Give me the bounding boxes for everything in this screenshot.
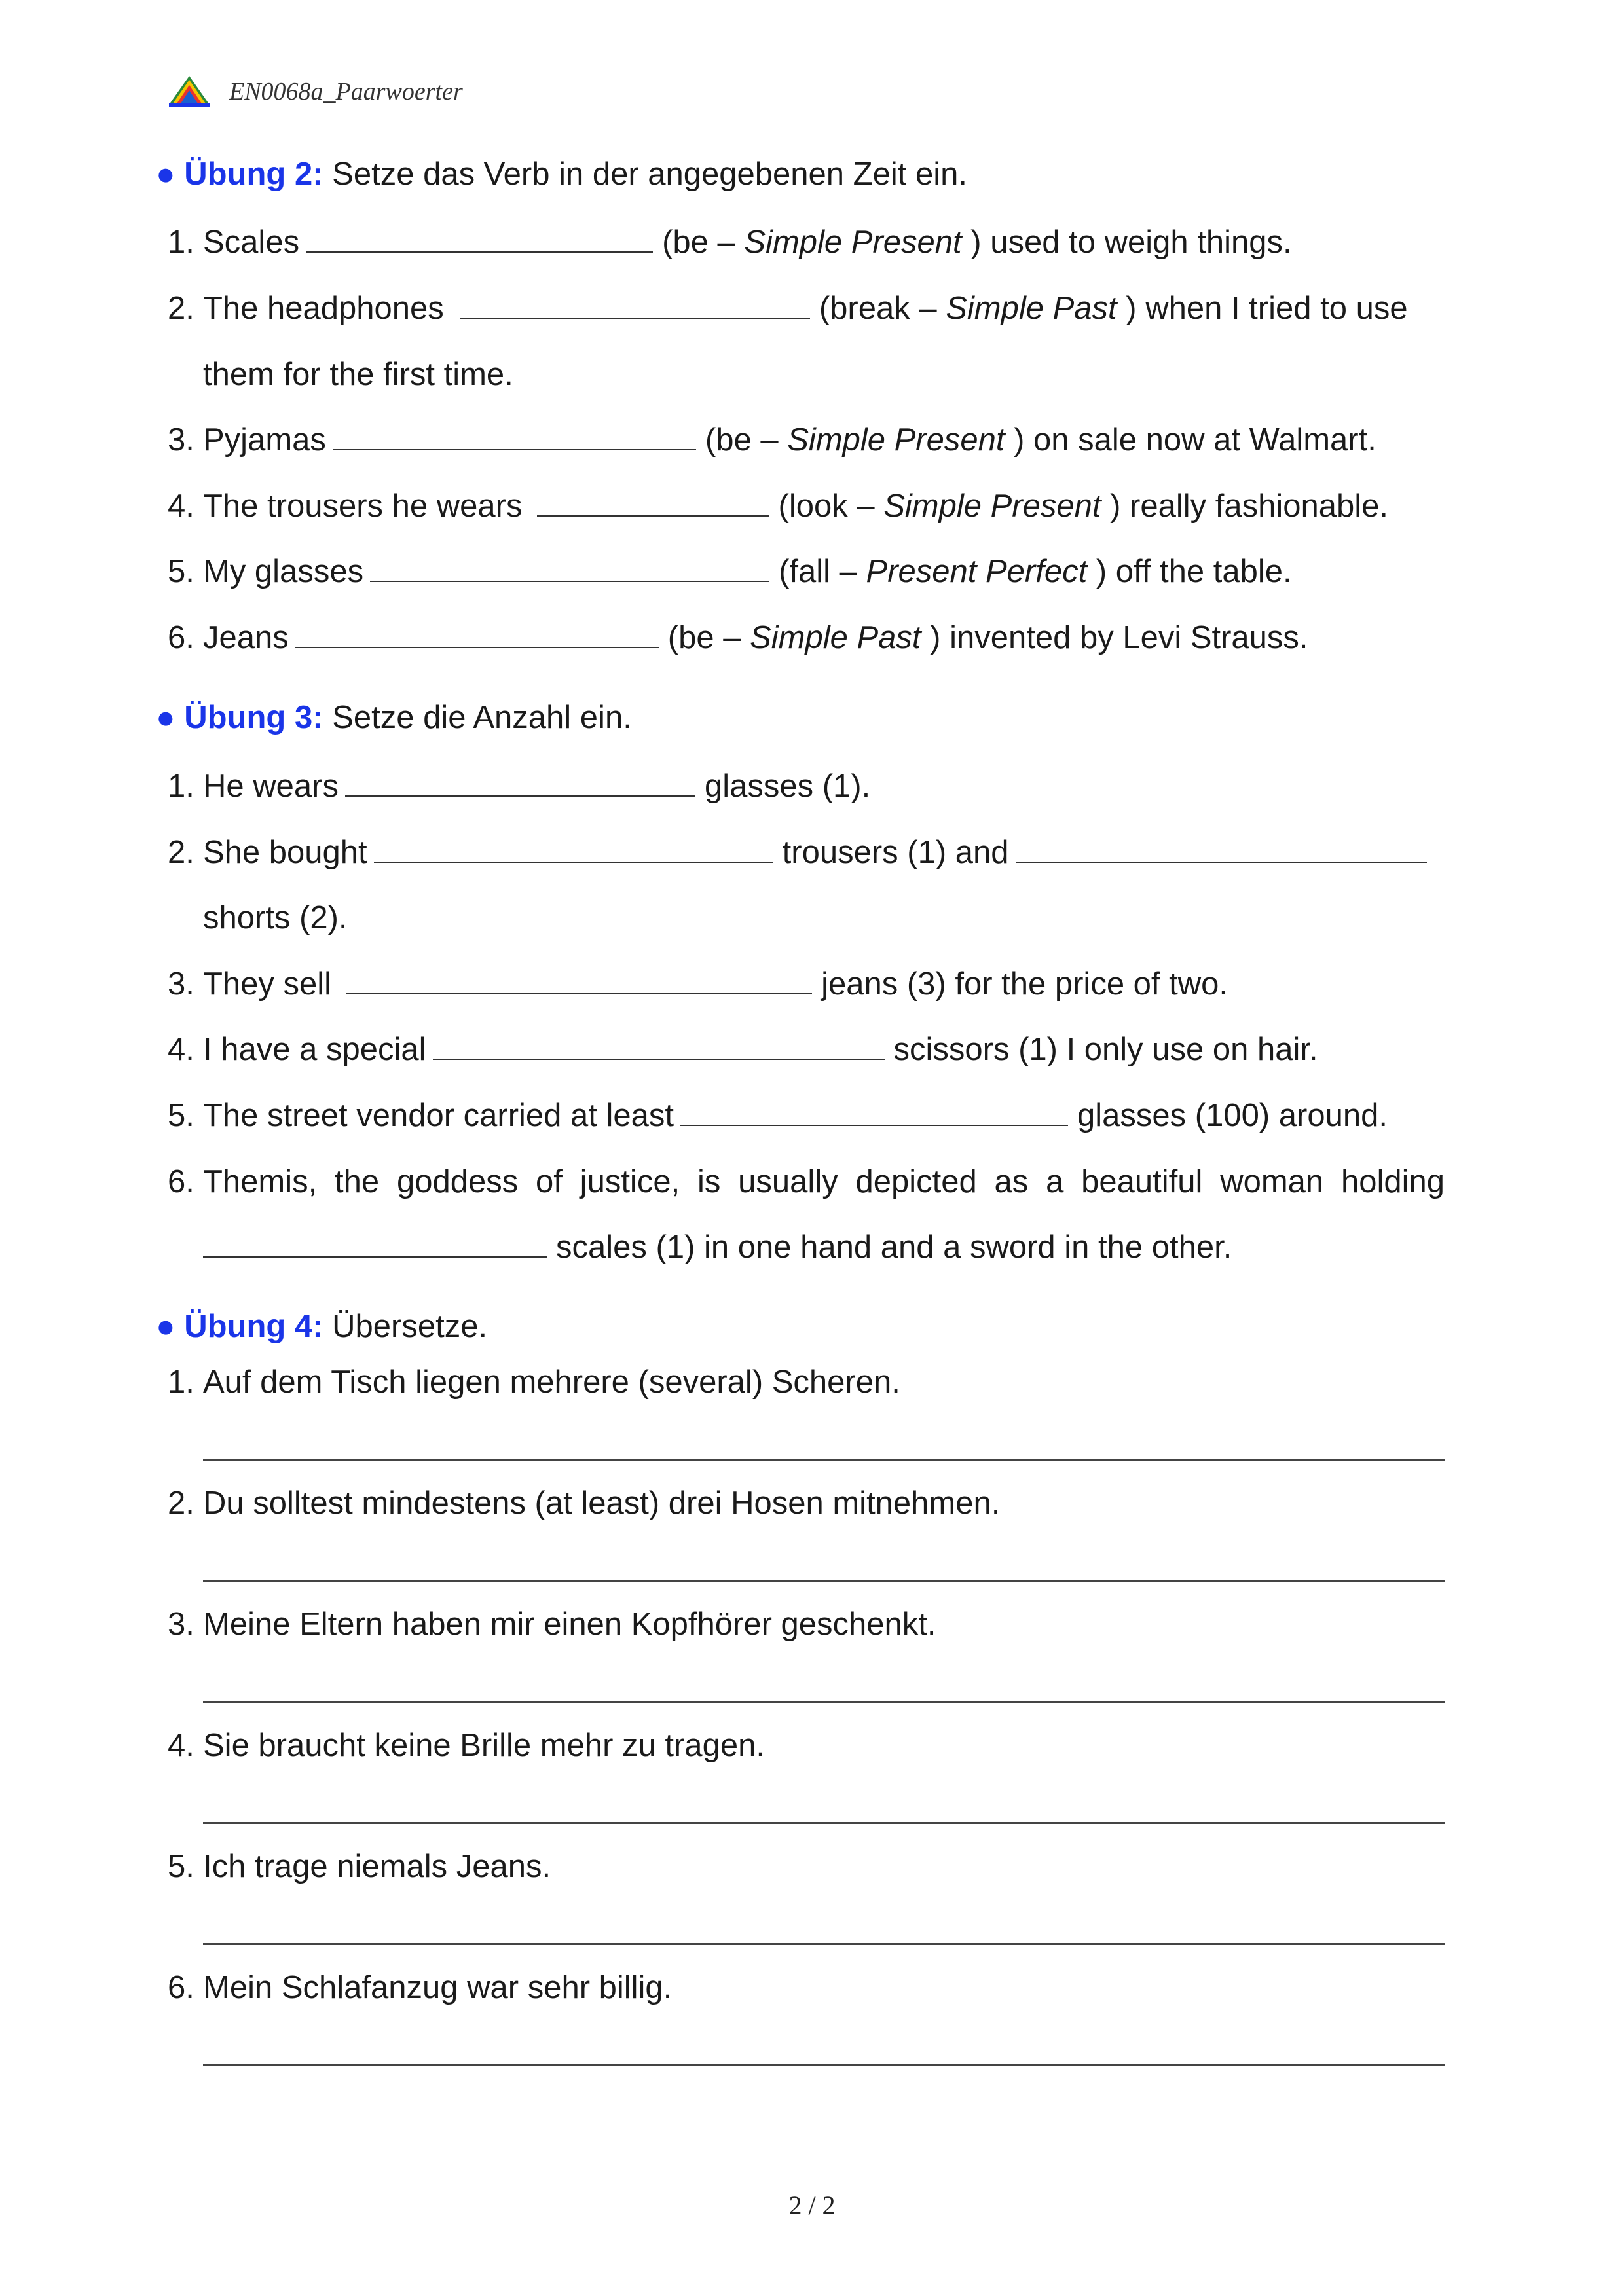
answer-blank[interactable] — [433, 1032, 885, 1060]
answer-blank[interactable] — [345, 769, 695, 797]
bullet-icon: ● — [156, 156, 175, 192]
answer-blank[interactable] — [537, 489, 769, 517]
bullet-icon: ● — [156, 700, 175, 735]
answer-line[interactable] — [203, 1701, 1445, 1703]
page-header — [168, 72, 463, 111]
answer-blank[interactable] — [346, 967, 812, 994]
answer-blank[interactable] — [333, 423, 696, 450]
bullet-icon: ● — [156, 1309, 175, 1344]
rainbow-triangle-logo-icon — [168, 75, 211, 109]
answer-blank[interactable] — [1016, 835, 1427, 863]
exercise-2-heading: ● Übung 2: Setze das Verb in der angegebenen Zeit ein. — [156, 156, 967, 192]
answer-blank[interactable] — [460, 291, 810, 319]
answer-blank[interactable] — [203, 1230, 547, 1258]
answer-line[interactable] — [203, 1822, 1445, 1824]
answer-line[interactable] — [203, 1459, 1445, 1461]
answer-blank[interactable] — [370, 555, 769, 582]
page-number: 2 / 2 — [788, 2191, 836, 2220]
answer-blank[interactable] — [680, 1099, 1068, 1126]
answer-line[interactable] — [203, 1580, 1445, 1582]
exercise-3-heading: ● Übung 3: Setze die Anzahl ein. — [156, 700, 632, 735]
answer-line[interactable] — [203, 1943, 1445, 1945]
answer-line[interactable] — [203, 2064, 1445, 2066]
answer-blank[interactable] — [306, 225, 653, 253]
answer-blank[interactable] — [374, 835, 773, 863]
exercise-4-heading: ● Übung 4: Übersetze. — [156, 1309, 488, 1344]
document-id: EN0068a_Paarwoerter — [229, 78, 463, 105]
answer-blank[interactable] — [295, 621, 659, 648]
